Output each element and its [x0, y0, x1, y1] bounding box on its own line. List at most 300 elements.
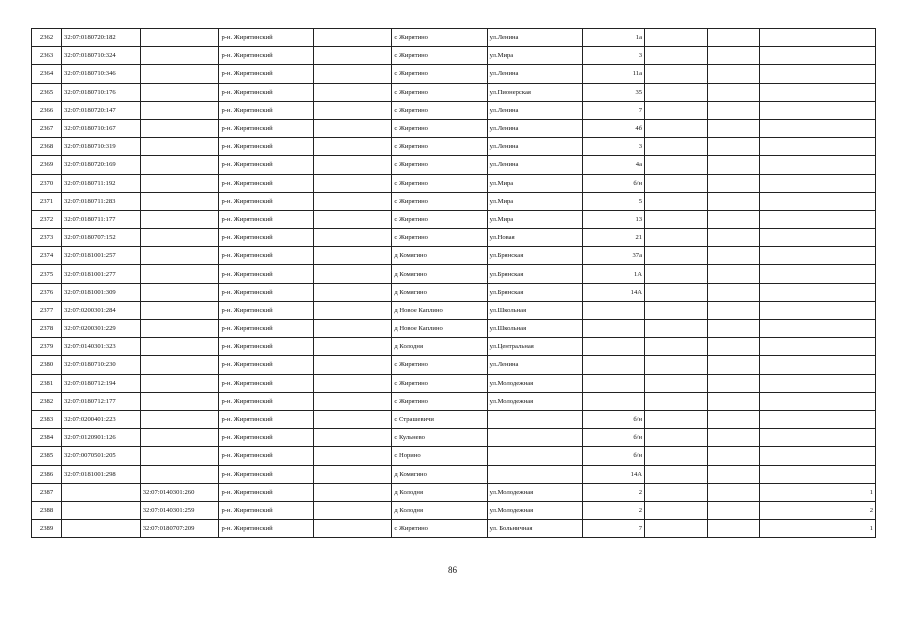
cell-district: р-н. Жирятинский	[219, 501, 313, 519]
cell-district: р-н. Жирятинский	[219, 210, 313, 228]
cell-district: р-н. Жирятинский	[219, 392, 313, 410]
cell-settlement: с Жирятино	[392, 83, 487, 101]
table-row	[32, 501, 876, 519]
cell-extra-2	[708, 392, 760, 410]
cell-settlement: с Жирятино	[392, 174, 487, 192]
cell-settlement: с Жирятино	[392, 229, 487, 247]
cell-house-number: б/н	[582, 410, 644, 428]
cell-row-number: 2389	[32, 520, 62, 538]
cell-cadastral-number: 32:07:0181001:277	[62, 265, 141, 283]
cell-house-number: 21	[582, 229, 644, 247]
cell-street: ул.Молодежная	[487, 483, 582, 501]
cell-settlement: с Жирятино	[392, 374, 487, 392]
cell-cadastral-number-alt	[140, 83, 219, 101]
cell-extra-1	[645, 410, 708, 428]
cell-extra-1	[645, 374, 708, 392]
table-row	[32, 47, 876, 65]
cell-cadastral-number: 32:07:0181001:309	[62, 283, 141, 301]
cell-row-number: 2371	[32, 192, 62, 210]
cell-house-number	[582, 392, 644, 410]
page-number: 86	[448, 565, 457, 575]
table-row	[32, 29, 876, 47]
cell-region-blank	[313, 410, 392, 428]
cell-settlement: с Жирятино	[392, 156, 487, 174]
cell-region-blank	[313, 29, 392, 47]
cell-district: р-н. Жирятинский	[219, 265, 313, 283]
cell-street: ул.Школьная	[487, 301, 582, 319]
cell-house-number: 7	[582, 520, 644, 538]
cell-region-blank	[313, 447, 392, 465]
cell-extra-1	[645, 47, 708, 65]
cell-district: р-н. Жирятинский	[219, 320, 313, 338]
registry-table	[31, 28, 876, 538]
cell-extra-2	[708, 356, 760, 374]
table-row	[32, 465, 876, 483]
cell-extra-2	[708, 374, 760, 392]
cell-region-blank	[313, 283, 392, 301]
cell-unit-number	[759, 192, 875, 210]
cell-cadastral-number: 32:07:0180711:283	[62, 192, 141, 210]
cell-street: ул.Новая	[487, 229, 582, 247]
table-row	[32, 320, 876, 338]
cell-unit-number	[759, 229, 875, 247]
cell-district: р-н. Жирятинский	[219, 119, 313, 137]
cell-extra-1	[645, 520, 708, 538]
cell-cadastral-number: 32:07:0140301:323	[62, 338, 141, 356]
cell-house-number: 35	[582, 83, 644, 101]
cell-cadastral-number: 32:07:0181001:257	[62, 247, 141, 265]
cell-district: р-н. Жирятинский	[219, 283, 313, 301]
cell-extra-2	[708, 283, 760, 301]
cell-extra-2	[708, 501, 760, 519]
cell-extra-2	[708, 447, 760, 465]
cell-district: р-н. Жирятинский	[219, 374, 313, 392]
table-row	[32, 392, 876, 410]
cell-row-number: 2368	[32, 138, 62, 156]
cell-cadastral-number-alt	[140, 119, 219, 137]
cell-house-number: 2	[582, 483, 644, 501]
cell-district: р-н. Жирятинский	[219, 83, 313, 101]
cell-extra-2	[708, 229, 760, 247]
cell-district: р-н. Жирятинский	[219, 156, 313, 174]
cell-region-blank	[313, 320, 392, 338]
cell-cadastral-number: 32:07:0180710:230	[62, 356, 141, 374]
cell-district: р-н. Жирятинский	[219, 65, 313, 83]
cell-extra-1	[645, 229, 708, 247]
cell-street	[487, 447, 582, 465]
table-row	[32, 156, 876, 174]
cell-settlement: с Жирятино	[392, 392, 487, 410]
cell-house-number	[582, 338, 644, 356]
cell-region-blank	[313, 356, 392, 374]
table-row	[32, 119, 876, 137]
cell-extra-1	[645, 465, 708, 483]
cell-cadastral-number: 32:07:0180710:319	[62, 138, 141, 156]
cell-row-number: 2377	[32, 301, 62, 319]
cell-cadastral-number: 32:07:0180720:182	[62, 29, 141, 47]
cell-row-number: 2376	[32, 283, 62, 301]
cell-house-number	[582, 374, 644, 392]
cell-cadastral-number	[62, 520, 141, 538]
cell-extra-1	[645, 83, 708, 101]
cell-extra-2	[708, 429, 760, 447]
cell-street: ул.Мира	[487, 192, 582, 210]
cell-unit-number	[759, 29, 875, 47]
cell-extra-1	[645, 483, 708, 501]
cell-cadastral-number: 32:07:0200401:223	[62, 410, 141, 428]
cell-row-number: 2367	[32, 119, 62, 137]
cell-extra-2	[708, 156, 760, 174]
cell-extra-2	[708, 83, 760, 101]
cell-street: ул.Ленина	[487, 101, 582, 119]
cell-cadastral-number: 32:07:0200301:229	[62, 320, 141, 338]
cell-cadastral-number-alt	[140, 101, 219, 119]
cell-cadastral-number-alt	[140, 210, 219, 228]
cell-row-number: 2375	[32, 265, 62, 283]
cell-street: ул.Ленина	[487, 29, 582, 47]
cell-settlement: д Колодня	[392, 483, 487, 501]
cell-district: р-н. Жирятинский	[219, 138, 313, 156]
cell-unit-number	[759, 210, 875, 228]
cell-street: ул.Пионерская	[487, 83, 582, 101]
cell-cadastral-number-alt	[140, 338, 219, 356]
cell-cadastral-number-alt	[140, 447, 219, 465]
cell-unit-number	[759, 47, 875, 65]
cell-region-blank	[313, 174, 392, 192]
cell-house-number: б/н	[582, 447, 644, 465]
cell-cadastral-number-alt	[140, 156, 219, 174]
cell-row-number: 2374	[32, 247, 62, 265]
cell-house-number: 14А	[582, 283, 644, 301]
cell-region-blank	[313, 429, 392, 447]
cell-house-number: 5	[582, 192, 644, 210]
cell-street: ул.Центральная	[487, 338, 582, 356]
cell-extra-2	[708, 301, 760, 319]
table-row	[32, 229, 876, 247]
cell-district: р-н. Жирятинский	[219, 247, 313, 265]
cell-region-blank	[313, 65, 392, 83]
cell-region-blank	[313, 483, 392, 501]
cell-district: р-н. Жирятинский	[219, 174, 313, 192]
cell-extra-2	[708, 101, 760, 119]
cell-district: р-н. Жирятинский	[219, 29, 313, 47]
cell-extra-1	[645, 138, 708, 156]
cell-cadastral-number-alt	[140, 65, 219, 83]
cell-street: ул.Школьная	[487, 320, 582, 338]
cell-house-number: 4а	[582, 156, 644, 174]
table-row	[32, 247, 876, 265]
cell-extra-2	[708, 247, 760, 265]
cell-house-number	[582, 320, 644, 338]
cell-district: р-н. Жирятинский	[219, 429, 313, 447]
cell-cadastral-number-alt	[140, 374, 219, 392]
cell-street: ул.Мира	[487, 210, 582, 228]
cell-street: ул.Мира	[487, 47, 582, 65]
cell-extra-2	[708, 47, 760, 65]
cell-street: ул.Ленина	[487, 119, 582, 137]
cell-district: р-н. Жирятинский	[219, 101, 313, 119]
cell-cadastral-number: 32:07:0180710:176	[62, 83, 141, 101]
cell-district: р-н. Жирятинский	[219, 301, 313, 319]
cell-extra-2	[708, 265, 760, 283]
cell-region-blank	[313, 210, 392, 228]
cell-unit-number	[759, 447, 875, 465]
cell-cadastral-number: 32:07:0180712:177	[62, 392, 141, 410]
cell-extra-1	[645, 247, 708, 265]
cell-extra-2	[708, 119, 760, 137]
cell-street	[487, 465, 582, 483]
cell-house-number: б/н	[582, 174, 644, 192]
cell-cadastral-number-alt: 32:07:0140301:259	[140, 501, 219, 519]
table-body	[32, 29, 876, 538]
table-row	[32, 265, 876, 283]
cell-street: ул.Ленина	[487, 138, 582, 156]
cell-unit-number	[759, 429, 875, 447]
cell-settlement: с Жирятино	[392, 192, 487, 210]
cell-house-number: 1А	[582, 265, 644, 283]
cell-settlement: с Жирятино	[392, 210, 487, 228]
cell-extra-2	[708, 320, 760, 338]
cell-row-number: 2384	[32, 429, 62, 447]
cell-cadastral-number-alt	[140, 138, 219, 156]
cell-cadastral-number: 32:07:0120901:126	[62, 429, 141, 447]
table-row	[32, 65, 876, 83]
cell-unit-number	[759, 174, 875, 192]
cell-cadastral-number: 32:07:0180711:177	[62, 210, 141, 228]
cell-cadastral-number: 32:07:0180710:167	[62, 119, 141, 137]
table-row	[32, 374, 876, 392]
cell-district: р-н. Жирятинский	[219, 520, 313, 538]
cell-unit-number	[759, 320, 875, 338]
cell-cadastral-number-alt	[140, 229, 219, 247]
cell-extra-1	[645, 29, 708, 47]
cell-extra-2	[708, 174, 760, 192]
cell-extra-1	[645, 447, 708, 465]
cell-house-number: 2	[582, 501, 644, 519]
cell-settlement: д Новое Каплино	[392, 320, 487, 338]
cell-settlement: с Жирятино	[392, 138, 487, 156]
cell-unit-number	[759, 410, 875, 428]
cell-region-blank	[313, 501, 392, 519]
cell-unit-number	[759, 338, 875, 356]
cell-row-number: 2382	[32, 392, 62, 410]
cell-cadastral-number	[62, 501, 141, 519]
cell-cadastral-number-alt	[140, 410, 219, 428]
cell-row-number: 2386	[32, 465, 62, 483]
cell-region-blank	[313, 83, 392, 101]
cell-cadastral-number-alt	[140, 247, 219, 265]
cell-district: р-н. Жирятинский	[219, 465, 313, 483]
cell-region-blank	[313, 192, 392, 210]
cell-cadastral-number-alt	[140, 265, 219, 283]
cell-district: р-н. Жирятинский	[219, 356, 313, 374]
cell-settlement: с Жирятино	[392, 119, 487, 137]
table-row	[32, 447, 876, 465]
cell-house-number	[582, 356, 644, 374]
cell-district: р-н. Жирятинский	[219, 483, 313, 501]
cell-row-number: 2381	[32, 374, 62, 392]
cell-unit-number	[759, 283, 875, 301]
cell-district: р-н. Жирятинский	[219, 447, 313, 465]
cell-row-number: 2370	[32, 174, 62, 192]
cell-region-blank	[313, 301, 392, 319]
cell-row-number: 2366	[32, 101, 62, 119]
cell-extra-2	[708, 210, 760, 228]
cell-row-number: 2379	[32, 338, 62, 356]
cell-house-number: 4б	[582, 119, 644, 137]
cell-street: ул.Молодежная	[487, 392, 582, 410]
table-row	[32, 483, 876, 501]
cell-extra-1	[645, 301, 708, 319]
cell-region-blank	[313, 374, 392, 392]
cell-cadastral-number-alt: 32:07:0180707:209	[140, 520, 219, 538]
cell-house-number: 1а	[582, 29, 644, 47]
cell-region-blank	[313, 265, 392, 283]
cell-cadastral-number-alt	[140, 429, 219, 447]
cell-unit-number	[759, 356, 875, 374]
cell-settlement: д Колодня	[392, 501, 487, 519]
cell-region-blank	[313, 156, 392, 174]
cell-cadastral-number-alt	[140, 174, 219, 192]
cell-extra-1	[645, 210, 708, 228]
cell-settlement: с Жирятино	[392, 520, 487, 538]
cell-extra-2	[708, 410, 760, 428]
table-row	[32, 210, 876, 228]
cell-settlement: д Комягино	[392, 247, 487, 265]
cell-extra-1	[645, 338, 708, 356]
cell-house-number: 37а	[582, 247, 644, 265]
cell-extra-1	[645, 429, 708, 447]
cell-unit-number	[759, 301, 875, 319]
cell-unit-number	[759, 247, 875, 265]
cell-extra-1	[645, 283, 708, 301]
cell-row-number: 2383	[32, 410, 62, 428]
cell-house-number: б/н	[582, 429, 644, 447]
cell-unit-number	[759, 138, 875, 156]
cell-region-blank	[313, 229, 392, 247]
cell-extra-2	[708, 465, 760, 483]
cell-cadastral-number-alt	[140, 465, 219, 483]
cell-unit-number	[759, 119, 875, 137]
cell-extra-2	[708, 138, 760, 156]
cell-unit-number	[759, 374, 875, 392]
cell-district: р-н. Жирятинский	[219, 410, 313, 428]
cell-street: ул. Больничная	[487, 520, 582, 538]
cell-unit-number: 1	[759, 520, 875, 538]
cell-cadastral-number: 32:07:0180710:346	[62, 65, 141, 83]
cell-settlement: д Комягино	[392, 465, 487, 483]
cell-cadastral-number-alt	[140, 29, 219, 47]
cell-region-blank	[313, 47, 392, 65]
cell-extra-1	[645, 174, 708, 192]
cell-house-number: 3	[582, 47, 644, 65]
table-row	[32, 301, 876, 319]
cell-extra-1	[645, 320, 708, 338]
cell-settlement: с Страшевичи	[392, 410, 487, 428]
cell-settlement: с Жирятино	[392, 356, 487, 374]
cell-extra-1	[645, 356, 708, 374]
cell-extra-2	[708, 192, 760, 210]
cell-street: ул.Брянская	[487, 265, 582, 283]
cell-cadastral-number: 32:07:0180720:169	[62, 156, 141, 174]
cell-street: ул.Молодежная	[487, 501, 582, 519]
cell-extra-1	[645, 265, 708, 283]
cell-street: ул.Ленина	[487, 65, 582, 83]
cell-cadastral-number-alt	[140, 320, 219, 338]
cell-row-number: 2362	[32, 29, 62, 47]
cell-district: р-н. Жирятинский	[219, 47, 313, 65]
cell-row-number: 2365	[32, 83, 62, 101]
cell-cadastral-number: 32:07:0180710:324	[62, 47, 141, 65]
cell-region-blank	[313, 247, 392, 265]
cell-cadastral-number-alt	[140, 301, 219, 319]
cell-settlement: с Жирятино	[392, 101, 487, 119]
cell-row-number: 2388	[32, 501, 62, 519]
cell-settlement: с Норино	[392, 447, 487, 465]
cell-unit-number	[759, 392, 875, 410]
cell-unit-number	[759, 83, 875, 101]
cell-extra-1	[645, 65, 708, 83]
cell-house-number: 13	[582, 210, 644, 228]
cell-house-number: 14А	[582, 465, 644, 483]
cell-street: ул.Мира	[487, 174, 582, 192]
cell-cadastral-number-alt	[140, 356, 219, 374]
cell-region-blank	[313, 338, 392, 356]
cell-row-number: 2363	[32, 47, 62, 65]
cell-cadastral-number: 32:07:0180711:192	[62, 174, 141, 192]
table-row	[32, 356, 876, 374]
table-row	[32, 520, 876, 538]
cell-extra-1	[645, 101, 708, 119]
cell-settlement: с Жирятино	[392, 65, 487, 83]
table-row	[32, 192, 876, 210]
cell-settlement: с Жирятино	[392, 29, 487, 47]
cell-region-blank	[313, 520, 392, 538]
cell-extra-2	[708, 338, 760, 356]
cell-extra-1	[645, 119, 708, 137]
cell-row-number: 2364	[32, 65, 62, 83]
cell-district: р-н. Жирятинский	[219, 338, 313, 356]
table-row	[32, 138, 876, 156]
cell-house-number: 7	[582, 101, 644, 119]
cell-extra-2	[708, 65, 760, 83]
table-row	[32, 283, 876, 301]
cell-row-number: 2369	[32, 156, 62, 174]
cell-region-blank	[313, 392, 392, 410]
cell-row-number: 2372	[32, 210, 62, 228]
cell-cadastral-number-alt	[140, 47, 219, 65]
cell-row-number: 2385	[32, 447, 62, 465]
table-row	[32, 410, 876, 428]
cell-street: ул.Брянская	[487, 283, 582, 301]
cell-unit-number	[759, 156, 875, 174]
cell-unit-number	[759, 65, 875, 83]
table-row	[32, 174, 876, 192]
cell-cadastral-number: 32:07:0181001:298	[62, 465, 141, 483]
cell-region-blank	[313, 101, 392, 119]
cell-street	[487, 429, 582, 447]
cell-settlement: д Комягино	[392, 265, 487, 283]
cell-settlement: с Жирятино	[392, 47, 487, 65]
cell-row-number: 2387	[32, 483, 62, 501]
cell-settlement: с Кульнево	[392, 429, 487, 447]
table-row	[32, 101, 876, 119]
cell-unit-number: 2	[759, 501, 875, 519]
cell-district: р-н. Жирятинский	[219, 192, 313, 210]
cell-settlement: д Новое Каплино	[392, 301, 487, 319]
cell-house-number: 11а	[582, 65, 644, 83]
cell-district: р-н. Жирятинский	[219, 229, 313, 247]
